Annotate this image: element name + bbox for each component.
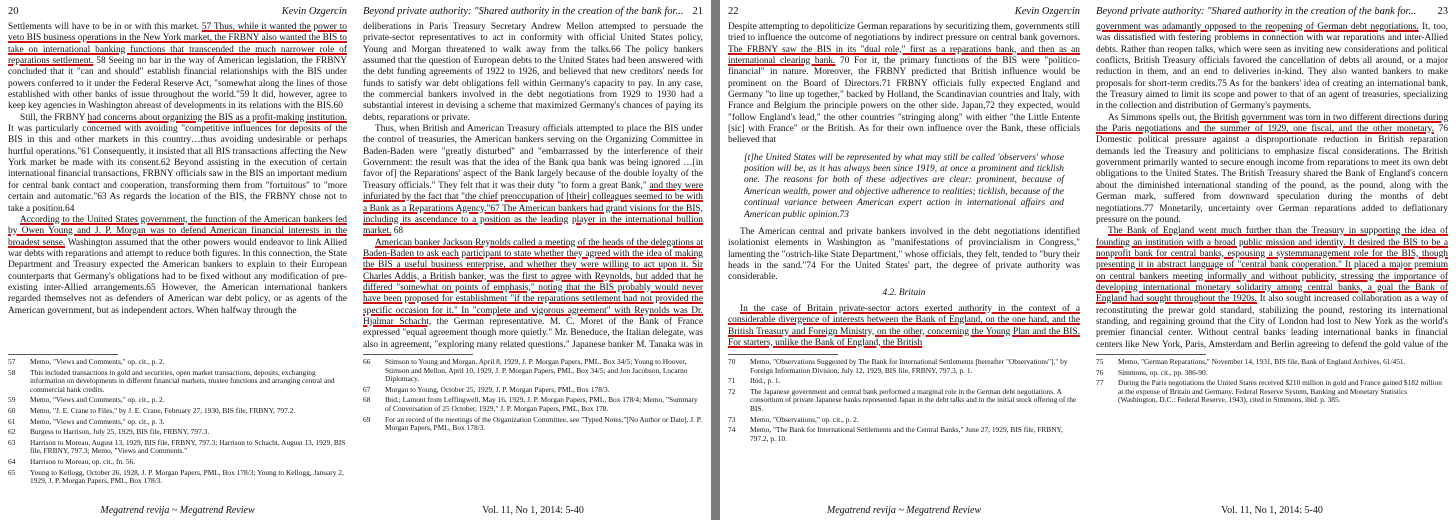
running-header: Beyond private authority: "Shared authority in the creation of the bank for...	[1096, 6, 1417, 17]
footnote-text: Memo, "Observations," op. cit., p. 2.	[750, 414, 859, 424]
footnotes	[728, 358, 1080, 486]
footnote-text: Young to Kellogg, October 26, 1928, J. P. Morgan Papers, PML, Box 178/3; Young to Kellogg, January 2, 1929, J. P. Morgan Papers, PML, Box 178/3.	[30, 467, 344, 486]
footnote-number: 74	[728, 425, 736, 435]
page-header	[1096, 4, 1448, 20]
footnote-text: Memo, "Observations Suggested by The Bank for International Settlements [hereafter "Observations"]," by Foreign Information Division, July 12, 1929, BIS file, FRBNY, 797.3, p. 1.	[750, 358, 1068, 375]
underlined-passage: had concerns about organizing the BIS as a profit-making institution.	[87, 112, 347, 123]
paragraph	[363, 22, 703, 124]
section-heading	[728, 288, 1080, 299]
page-footer: Megatrend revija ~ Megatrend Review	[826, 505, 982, 516]
footnote-text: Burgess to Harrison, July 25, 1929, BIS file, FRBNY, 797.3.	[30, 427, 210, 437]
footnote-rule	[8, 354, 118, 355]
footnote-text: During the Paris negotiations the United States received $210 million in gold and France gained $182 million at the expense of Britain and Germany. Federal Reserve System, Banking and Monetary Statistics (Washington, D.C.: Federal Reserve, 1943), cited in Simmons, ibid. p. 385.	[1118, 378, 1442, 405]
paragraph-text: deliberations in Paris Treasury Secretary Andrew Mellon attempted to persuade the private-sector representatives to act in conformity with official United States policy, Young and Morgan threatened to walk away from the talks.66 The policy bankers assumed that the question of European debts to the United States had been answered with the debt funding agreements of 1922 to 1926, and believed that new creditors' needs for funds to satisfy war debt obligations fell within Germany's capacity to pay. In any case, the commercial bankers involved in the debt negotiations from 1929 to 1930 had a substantial interest in devising a scheme that maximized Germany's chances of paying its debts, reparations or private.	[363, 22, 703, 123]
running-header: Kevin Ozgercin	[281, 6, 347, 17]
footnotes	[8, 358, 347, 486]
body-text	[8, 22, 347, 350]
page-number: 22	[728, 6, 739, 17]
underlined-passage: According to the United States government, the function of the American bankers led by Owen Young and J. P. Morgan was to defend American financial interests in the broadest sense.	[8, 214, 347, 248]
spread-gutter	[711, 0, 720, 520]
footnote-text: This included transactions in gold and securities, open market transactions, deposits, exchanging information on developments in different financial markets, trustee functions and arranging central and commercial bank credits.	[30, 367, 335, 394]
paragraph	[1096, 22, 1448, 113]
footnote	[1096, 358, 1448, 367]
footnote-text: Memo, "Views and Comments," op. cit., p. 2.	[30, 395, 165, 405]
underlined-passage: In the case of Britain private-sector actors exerted authority in the context of a considerable divergence of interests between the Bank of England, on the one hand, and the British Treasury and Foreign Ministry, on the other, concerning the Young Plan and the BIS. For starters, unlike the Bank of England, the British	[728, 303, 1080, 348]
underlined-passage: government was adamantly opposed to the reopening of German debt negotiations.	[1096, 22, 1419, 32]
running-header: Kevin Ozgercin	[1014, 6, 1080, 17]
footnote	[363, 358, 703, 384]
footnote	[728, 426, 1080, 443]
paragraph-text: As Simmons spells out,	[1108, 112, 1197, 123]
paragraph	[8, 22, 347, 113]
paragraph-text: Settlements will have to be in or with this market.	[8, 22, 200, 32]
right-page-spread	[720, 0, 1456, 520]
underlined-passage: 57 Thus, while it wanted the power to veto BIS business operations in the New York market, the FRBNY also wanted the BIS to take on international banking functions that transcended the much narrower role of reparations settlement.	[8, 22, 347, 67]
footnote-text: Memo, "J. E. Crane to Files," by J. E. Crane, February 27, 1930, BIS file, FRBNY, 797.2.	[30, 405, 296, 415]
page-header	[8, 4, 347, 20]
footnote-text: Memo, "Views and Comments," op. cit., p. 2.	[30, 358, 165, 366]
footnote-rule	[728, 354, 838, 355]
footnote	[1096, 379, 1448, 405]
paragraph	[1096, 226, 1448, 350]
paragraph-text: 58 Seeing no bar in the way of American legislation, the FRBNY concluded that it "can and should" establish financial relationships with the BIS under powers conferred to it under the Federal Reserve Act, "somewhat along the lines of those established with other banks of issue throughout the world."59 It did, however, agree to keep key agencies in Washington abreast of developments in its relations with the BIS.60	[8, 56, 347, 112]
running-header: Beyond private authority: "Shared authority in the creation of the bank for...	[363, 6, 684, 17]
paragraph-text: the German representative. M. C. Moret of the Bank of France expressed "equal agreement though more quietly." Mr. Beneduce, the Italian delegate, was also in agreement, "exploring many related questions." Japanese banker M. Tanaka was in	[363, 316, 703, 350]
paragraph-text: Still, the FRBNY	[20, 112, 86, 123]
footnote	[8, 396, 347, 405]
page-21	[355, 0, 711, 520]
footnote-number: 63	[8, 437, 16, 447]
underlined-passage: The FRBNY saw the BIS in its "dual role," first as a reparations bank, and then as an international clearing bank.	[728, 44, 1080, 67]
page-20	[0, 0, 355, 520]
footnote-number: 64	[8, 456, 16, 466]
footnote-number: 73	[728, 414, 736, 424]
page-footer: Megatrend revija ~ Megatrend Review	[100, 505, 255, 516]
footnote-text: For an record of the meetings of the Organization Committee, see "Typed Notes,"[No Author or Date], J. P. Morgan Papers, PML, Box 178/3.	[385, 414, 702, 433]
footnote-number: 70	[728, 358, 736, 366]
page-footer: Vol. 11, No 1, 2014: 5-40	[482, 505, 584, 516]
footnote-number: 75	[1096, 358, 1104, 366]
paragraph	[8, 113, 347, 215]
footnote-number: 71	[728, 376, 736, 386]
underlined-passage: the British government was torn in two different directions during the Paris negotiations and the summer of 1929, one fiscal, and the other monetary.	[1096, 112, 1448, 135]
footnote-number: 72	[728, 386, 736, 396]
footnote	[363, 416, 703, 433]
paragraph-text: The American central and private bankers involved in the debt negotiations identified isolationist elements in Washington as "manifestations of provincialism in Congress," lamenting the "ostrich-like State Department," whose officials, they felt, tended to "bury their heads in the sand."74 For the United States' part, the degree of private authority was considerable.	[728, 226, 1080, 283]
body-text	[1096, 22, 1448, 350]
body-text	[728, 22, 1080, 350]
footnote-text: Memo, "Views and Comments," op. cit., p. 3.	[30, 416, 165, 426]
footnote-number: 76	[1096, 367, 1104, 377]
footnote	[8, 418, 347, 427]
footnote	[1096, 369, 1448, 378]
paragraph-text: It also sought increased collaboration as a way of reconstituting the prewar gold standard, stabilizing the pound, restoring its international standing, and regaining ground that the City of London had lost to New York as the world's premier financial center. Without central banks leading international banks in financial centers like New York, Paris, Amsterdam and Berlin agreeing to defend the gold value of the	[1096, 294, 1448, 350]
paragraph-text: 4.2. Britain	[882, 287, 926, 298]
footnote-rule	[1096, 354, 1206, 355]
footnote-number: 67	[363, 384, 371, 394]
footnote-text: Simmons, op. cit., pp. 386-90.	[1118, 367, 1208, 377]
footnote	[8, 358, 347, 367]
footnote-number: 60	[8, 405, 16, 415]
paragraph-text: 76 Domestic political pressure against a disproportionate reduction in British reparation demands led the Treasury and politicians to emphasize fiscal considerations. The British government primarily wanted to secure enough income from reparations to meet its own debt obligations to the United States. The British Treasury shared the Bank of England's concern about the diminished international standing of the pound, as the pound, along with the German mark, suffered from downward speculation during the months of debt negotiations.77 Monetarily, uncertainty over German reparations added to deflationary pressure on the pound.	[1096, 124, 1448, 225]
footnote	[728, 358, 1080, 375]
footnote	[8, 458, 347, 467]
paragraph-text: 70 For it, the primary functions of the BIS were "politico-financial" in nature. Moreover, the FRBNY predicted that British influence would be prominent on the Board of Directors.71 FRBNY officials fully expected England and Germany "to line up together," backed by Holland, the Scandinavian countries and Italy, with France and Belgium the principle powers on the other side. Japan,72 they expected, would "follow England's lead," the other countries "stringing along" with either "the Little Entente [sic] with France" or the British. As for their own influence over the Bank, these officials believed that	[728, 56, 1080, 146]
footnote-text: Ibid., p. 1.	[750, 376, 781, 386]
paragraph-text: Thus, when British and American Treasury officials attempted to place the BIS under the control of treasuries, the American bankers serving on the Organizing Committee in Baden-Baden were "greatly disturbed" and "embarrassed by the interference of their Government: the result was that the idea of the Bank qua bank was being ignored …[in favor of] the Reparations' aspect of the Bank largely because of the double loyalty of the Treasury officials." They felt that it was their duty "to form a great Bank,"	[363, 124, 703, 191]
page-22	[720, 0, 1088, 520]
footnotes	[1096, 358, 1448, 486]
body-text	[363, 22, 703, 350]
paragraph	[728, 22, 1080, 147]
page-header	[363, 4, 703, 20]
footnote	[8, 469, 347, 486]
footnote	[728, 388, 1080, 414]
footnote-number: 69	[363, 414, 371, 424]
footnote	[8, 369, 347, 395]
footnote	[8, 407, 347, 416]
page-number: 23	[1437, 6, 1448, 17]
footnote-number: 62	[8, 427, 16, 437]
paragraph	[363, 124, 703, 237]
footnote-text: Harrison to Moreau, op. cit., fn. 56.	[30, 456, 136, 466]
footnote-number: 59	[8, 395, 16, 405]
footnote	[728, 416, 1080, 425]
paragraph	[728, 227, 1080, 284]
paragraph	[1096, 113, 1448, 226]
footnote-number: 68	[363, 395, 371, 405]
page-footer: Vol. 11, No 1, 2014: 5-40	[1221, 505, 1323, 516]
footnote-number: 58	[8, 367, 16, 377]
footnote-text: Harrison to Moreau, August 13, 1929, BIS file, FRBNY, 797.3; Harrison to Schacht, August 13, 1929, BIS file, FRBNY, 797.3; Memo, "Views and Comments."	[30, 437, 346, 456]
footnote	[8, 428, 347, 437]
underlined-passage: The Bank of England went much further than the Treasury in supporting the idea of founding an institution with a broad public mission and identity. It desired the BIS to be a nonprofit bank for central banks, espousing a systemmanagement role for the BIS, though presenting it in abstract language of "central bank cooperation." It placed a major premium on central bankers meeting informally and without publicity, stressing the importance of developing international monetary solidarity among central banks, a goal the Bank of England had sought throughout the 1920s.	[1096, 226, 1448, 305]
footnote	[728, 377, 1080, 386]
footnote-number: 61	[8, 416, 16, 426]
footnote-text: Memo, "German Reparations," November 14, 1931, BIS file, Bank of England Archives, 61/451.	[1118, 358, 1406, 366]
page-number: 20	[8, 6, 19, 17]
footnote-text: Morgan to Young, October 25, 1929, J. P. Morgan Papers, PML, Box 178/3.	[385, 384, 610, 394]
footnote	[363, 386, 703, 395]
block-quote	[744, 153, 1064, 221]
paragraph-text: It, too, was dissatisfied with festering problems in connection with war reparations and inter-Allied debts. Rather than reopen talks, which were seen as inviting new considerations and political conflicts, British Treasury officials favored the cancellation of debts all around, or a major reduction in them, and an end to deliveries in-kind. They also wanted bankers to make proposals for short-term credits.75 As for the bankers' idea of creating an international bank, the Treasury aimed to limit its scope and power to that of an agent of treasuries, specializing in the collection and distribution of Germany's payments.	[1096, 22, 1448, 112]
paragraph-text: [t]he United States will be represented by what may still be called 'observers' whose position will be, as it has always been since 1919, at once a prominent and ticklish one. The reasons for both of these adjectives are clear: prominent, because of American wealth, power and objective adherence to realities; ticklish, because of the continual variance between American expert action in international affairs and American public opinion.73	[744, 152, 1064, 220]
footnote-rule	[363, 354, 473, 355]
page-header	[728, 4, 1080, 20]
left-page-spread	[0, 0, 711, 520]
paragraph-text: It was particularly concerned with avoiding "competitive influences for deposits of the BIS in this and other markets in this country…thus avoiding undesirable or perhaps hurtful operations."61 Consequently, it insisted that all BIS transactions affecting the New York market be made with its consent.62 Beyond assisting in the execution of certain international financial transactions, FRBNY officials saw in the BIS an important medium for central bank contact and cooperation, transforming them from "fortuitous" to "more certain and automatic."63 As regards the location of the BIS, the FRBNY chose not to take a position.64	[8, 124, 347, 214]
footnote	[8, 439, 347, 456]
paragraph	[363, 238, 703, 350]
footnotes	[363, 358, 703, 486]
underlined-passage: and they were infuriated by the fact that "the chief preoccupation of [their] colleagues seemed to be with a Bank as a Reparations Agency."67 The American bankers had grand visions for the BIS, including its ascendance to a position as the leading player in the international bullion market.	[363, 180, 703, 237]
footnote-text: The Japanese government and central bank performed a marginal role in the German debt negotiations. A consortium of private Japanese banks represented Japan in the debt talks and in the initial stock offering of the BIS.	[750, 386, 1077, 413]
paragraph-text: Washington assumed that the other powers would endeavor to link Allied war debts with reparations and attempt to reduce both figures. In this connection, the State Department and Treasury expected the American bankers to explain to their European counterparts that Germany's obligations had to be fixed without any modification of pre-existing inter-Allied arrangements.65 However, the American international bankers regarded themselves not as defenders of American war debt policy, or as agents of the American government, but as independent actors. When halfway through the	[8, 237, 347, 316]
footnote-text: Ibid.; Lamont from Leffingwell, May 16, 1929, J. P. Morgan Papers, PML, Box 178/4; Memo, "Summary of Conversation of 25 October, 1929," J. P. Morgan Papers, PML, Box 178.	[385, 395, 698, 413]
footnote-number: 66	[363, 358, 371, 366]
paragraph	[728, 304, 1080, 349]
page-23	[1088, 0, 1456, 520]
page-number: 21	[692, 6, 703, 17]
footnote-text: Stimson to Young and Morgan, April 8, 1929, J. P. Morgan Papers, PML, Box 34/5; Young to Hoover, Stimson and Mellon, April 10, 1929, J. P. Morgan Papers, PML, Box 34/5; and Jon Jacobson, Locarno Diplomacy.	[385, 358, 688, 384]
footnote-number: 65	[8, 467, 16, 477]
paragraph-text: 68	[393, 226, 404, 237]
footnote-number: 77	[1096, 378, 1104, 388]
footnote-number: 57	[8, 358, 16, 366]
underlined-passage: American banker Jackson Reynolds called a meeting of the heads of the delegations at Baden-Baden to ask each participant to state whether they agreed with the idea of making the BIS a useful business enterprise, and whether they were willing to act upon it. Sir Charles Addis, a British banker, was the first to agree with Reynolds, but added that he differed "somewhat on points of emphasis," noting that the BIS probably would never have been proposed for establishment "if the reparations settlement had not provided the specific occasion for it." In "complete and vigorous agreement" with Reynolds was Dr. Hjalmar Schacht,	[363, 237, 703, 327]
footnote-text: Memo, "The Bank for International Settlements and the Central Banks," June 27, 1929, BIS file, FRBNY, 797.2, p. 10.	[750, 425, 1063, 443]
paragraph-text: Despite attempting to depoliticize German reparations by securitizing them, governments still tried to influence the outcome of negotiations by indirect pressure on central bank governors.	[728, 22, 1080, 44]
footnote	[363, 396, 703, 413]
paragraph	[8, 215, 347, 317]
